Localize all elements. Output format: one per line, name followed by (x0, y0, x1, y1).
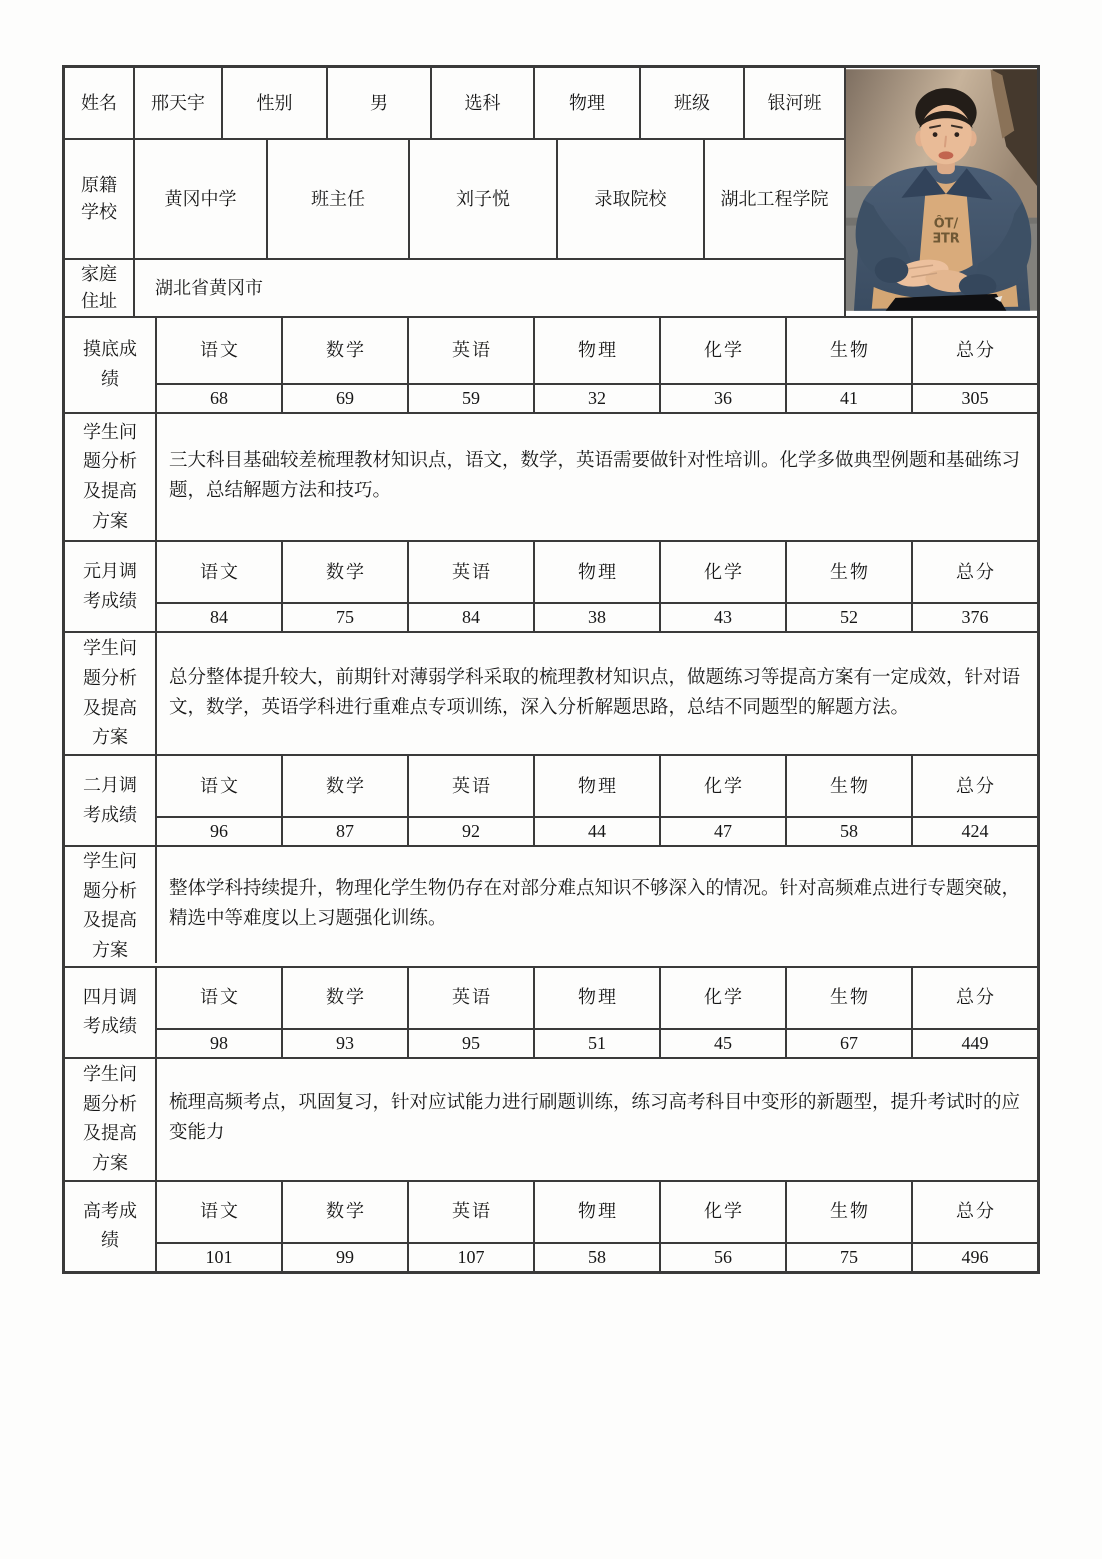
svg-text:ÔT/: ÔT/ (933, 216, 959, 232)
student-info-block (65, 68, 1037, 316)
subject-header: 语文 (200, 775, 240, 796)
subject-header: 总分 (911, 1182, 1037, 1242)
student-photo-illustration (846, 68, 1037, 312)
student-record-table (62, 65, 1040, 1274)
analysis-row-1 (65, 412, 1037, 540)
subject-header-row (157, 756, 1037, 818)
section-february-scores (65, 754, 1037, 845)
subject-header: 语文 (200, 340, 240, 360)
score-value: 376 (911, 604, 1037, 631)
score-value: 305 (911, 385, 1037, 412)
subject-header-row (157, 968, 1037, 1030)
subject-header: 英语 (407, 318, 533, 383)
score-value: 69 (281, 385, 407, 412)
address-value: 湖北省黄冈市 (133, 260, 844, 316)
subject-header: 英语 (407, 968, 533, 1028)
subject-header: 物理 (533, 542, 659, 602)
subject-header: 数学 (281, 318, 407, 383)
basic-info-row (65, 68, 844, 138)
teacher-value: 刘子悦 (408, 140, 556, 258)
subject-header-row (157, 318, 1037, 385)
score-value: 67 (785, 1030, 911, 1057)
subject-header: 语文 (200, 561, 240, 582)
score-value: 41 (785, 385, 911, 412)
score-value: 58 (785, 818, 911, 845)
score-value: 84 (407, 604, 533, 631)
section-january-scores (65, 540, 1037, 631)
school-info-row (65, 138, 844, 258)
score-value: 92 (407, 818, 533, 845)
section-title: 元月调考成绩 (83, 560, 137, 611)
subject-header: 物理 (533, 318, 659, 383)
subject-header: 生物 (785, 1182, 911, 1242)
score-value: 59 (407, 385, 533, 412)
student-photo (844, 68, 1037, 316)
subject-header: 化学 (659, 968, 785, 1028)
subject-header: 生物 (785, 756, 911, 816)
score-value: 56 (659, 1244, 785, 1271)
class-label: 班级 (639, 68, 743, 138)
subject-header: 化学 (659, 542, 785, 602)
subject-header: 英语 (407, 542, 533, 602)
subject-header: 英语 (407, 756, 533, 816)
score-value: 98 (210, 1032, 228, 1053)
score-value: 32 (533, 385, 659, 412)
score-value: 496 (911, 1244, 1037, 1271)
score-value: 38 (533, 604, 659, 631)
subject-header-row (157, 1182, 1037, 1244)
score-row (157, 604, 1037, 631)
analysis-title: 学生问题分析及提高方案 (83, 638, 137, 748)
subject-header: 生物 (785, 542, 911, 602)
score-value: 44 (533, 818, 659, 845)
analysis-text: 三大科目基础较差梳理教材知识点，语文，数学，英语需要做针对性培训。化学多做典型例题和基础练习题，总结解题方法和技巧。 (155, 414, 1037, 540)
subject-header: 化学 (659, 756, 785, 816)
section-title: 摸底成绩 (83, 339, 137, 389)
score-row (157, 1030, 1037, 1057)
subject-header: 生物 (785, 318, 911, 383)
subject-header: 化学 (659, 1182, 785, 1242)
section-title: 四月调考成绩 (83, 986, 137, 1037)
score-row (157, 1244, 1037, 1271)
subject-header: 总分 (911, 318, 1037, 383)
score-value: 47 (659, 818, 785, 845)
subject-header: 英语 (407, 1182, 533, 1242)
subject-header: 物理 (533, 756, 659, 816)
score-value: 75 (281, 604, 407, 631)
score-value: 84 (210, 607, 228, 627)
score-value: 75 (785, 1244, 911, 1271)
section-title: 高考成绩 (83, 1200, 137, 1251)
subject-header: 语文 (200, 987, 240, 1008)
address-label: 家庭住址 (81, 264, 117, 311)
score-value: 107 (407, 1244, 533, 1271)
name-label: 姓名 (81, 92, 117, 113)
score-value: 95 (407, 1030, 533, 1057)
subject-value: 物理 (533, 68, 639, 138)
college-label: 录取院校 (556, 140, 703, 258)
score-value: 99 (281, 1244, 407, 1271)
section-baseline-scores (65, 316, 1037, 412)
subject-header-row (157, 542, 1037, 604)
score-value: 45 (659, 1030, 785, 1057)
name-value: 邢天宇 (133, 68, 221, 138)
analysis-title: 学生问题分析及提高方案 (83, 851, 137, 961)
subject-header: 语文 (200, 1201, 240, 1222)
college-value: 湖北工程学院 (703, 140, 844, 258)
analysis-title: 学生问题分析及提高方案 (83, 1063, 137, 1173)
score-value: 36 (659, 385, 785, 412)
score-value: 96 (210, 821, 228, 841)
score-value: 68 (210, 388, 228, 408)
subject-label: 选科 (430, 68, 533, 138)
subject-header: 物理 (533, 968, 659, 1028)
subject-header: 物理 (533, 1182, 659, 1242)
score-value: 43 (659, 604, 785, 631)
analysis-row-4 (65, 1057, 1037, 1180)
svg-text:ƎTR: ƎTR (932, 231, 960, 247)
subject-header: 总分 (911, 968, 1037, 1028)
analysis-title: 学生问题分析及提高方案 (83, 421, 137, 531)
subject-header: 数学 (281, 968, 407, 1028)
score-row (157, 385, 1037, 412)
origin-school-label: 原籍学校 (81, 175, 117, 222)
address-row (65, 258, 844, 316)
score-value: 51 (533, 1030, 659, 1057)
subject-header: 总分 (911, 542, 1037, 602)
subject-header: 数学 (281, 542, 407, 602)
teacher-label: 班主任 (266, 140, 408, 258)
section-title: 二月调考成绩 (83, 774, 137, 825)
origin-school-value: 黄冈中学 (133, 140, 266, 258)
gender-label: 性别 (221, 68, 326, 138)
score-value: 93 (281, 1030, 407, 1057)
score-row (157, 818, 1037, 845)
subject-header: 生物 (785, 968, 911, 1028)
analysis-row-2 (65, 631, 1037, 754)
analysis-text: 整体学科持续提升，物理化学生物仍存在对部分难点知识不够深入的情况。针对高频难点进行专题突破，精选中等难度以上习题强化训练。 (155, 847, 1037, 963)
gender-value: 男 (326, 68, 430, 138)
subject-header: 总分 (911, 756, 1037, 816)
score-value: 87 (281, 818, 407, 845)
analysis-text: 梳理高频考点，巩固复习，针对应试能力进行刷题训练，练习高考科目中变形的新题型，提升考试时的应变能力 (155, 1059, 1037, 1180)
analysis-text: 总分整体提升较大，前期针对薄弱学科采取的梳理教材知识点，做题练习等提高方案有一定成效，针对语文，数学，英语学科进行重难点专项训练，深入分析解题思路，总结不同题型的解题方法。 (155, 633, 1037, 754)
section-gaokao-scores (65, 1180, 1037, 1271)
score-value: 424 (911, 818, 1037, 845)
subject-header: 化学 (659, 318, 785, 383)
analysis-row-3 (65, 845, 1037, 966)
score-value: 101 (205, 1246, 233, 1267)
class-value: 银河班 (743, 68, 844, 138)
subject-header: 数学 (281, 1182, 407, 1242)
score-value: 449 (911, 1030, 1037, 1057)
section-april-scores (65, 966, 1037, 1057)
subject-header: 数学 (281, 756, 407, 816)
score-value: 52 (785, 604, 911, 631)
score-value: 58 (533, 1244, 659, 1271)
